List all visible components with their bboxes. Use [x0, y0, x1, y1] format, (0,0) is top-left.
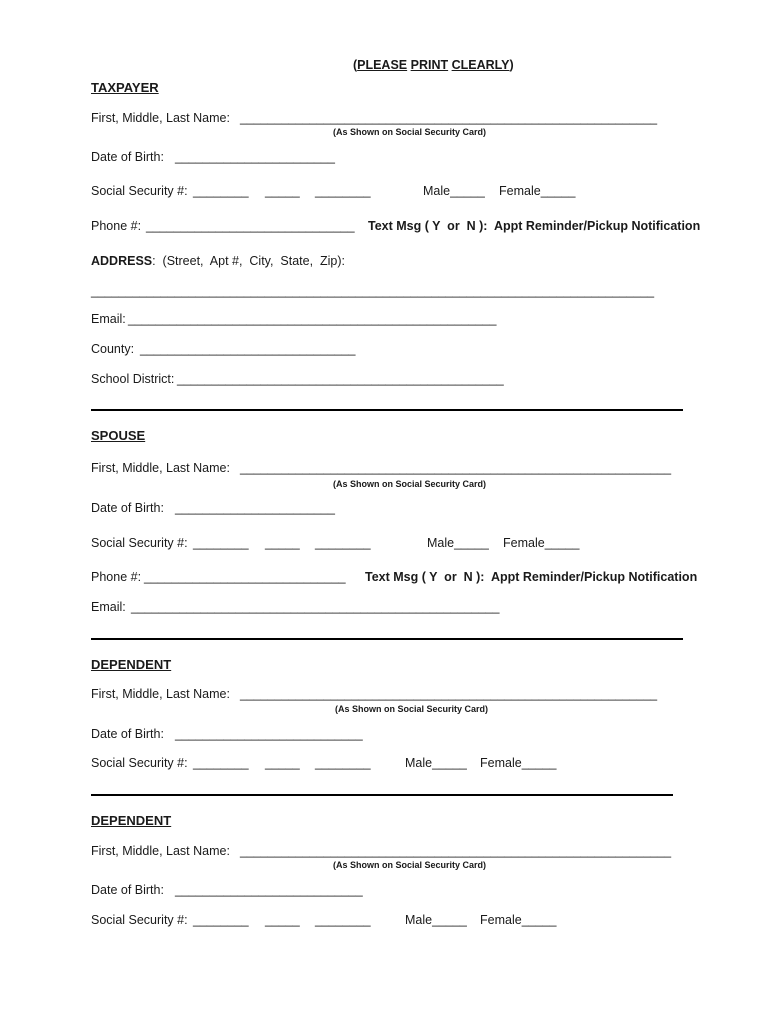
- dependent1-male-field[interactable]: _____: [432, 756, 467, 770]
- dependent2-female-label: Female: [480, 913, 522, 927]
- spouse-name-field[interactable]: ______________________________________________________________: [240, 461, 672, 475]
- spouse-ssn-field-1[interactable]: ________: [193, 536, 249, 550]
- spouse-ssn-field-2[interactable]: _____: [265, 536, 300, 550]
- taxpayer-phone-field[interactable]: ______________________________: [146, 219, 355, 233]
- dependent1-female-field[interactable]: _____: [521, 756, 557, 770]
- spouse-email-field[interactable]: _____________________________________________________: [131, 600, 500, 614]
- spouse-ssn-field-3[interactable]: ________: [315, 536, 371, 550]
- taxpayer-name-label: First, Middle, Last Name:: [91, 111, 230, 125]
- dependent1-ssn-label: Social Security #:: [91, 756, 188, 770]
- form-title: [346, 46, 514, 71]
- section-spouse: SPOUSE: [91, 428, 146, 443]
- taxpayer-ssn-label: Social Security #:: [91, 184, 188, 198]
- taxpayer-email-label: Email:: [91, 312, 126, 326]
- title-print: PRINT: [410, 57, 449, 72]
- dependent1-ssn-field-2[interactable]: _____: [265, 756, 300, 770]
- dependent2-name-field[interactable]: ______________________________________________________________: [240, 844, 672, 858]
- dependent2-male-label: Male: [405, 913, 433, 927]
- spouse-name-note: (As Shown on Social Security Card): [333, 479, 487, 489]
- taxpayer-name-field[interactable]: ____________________________________________________________: [240, 111, 658, 125]
- spouse-ssn-label: Social Security #:: [91, 536, 188, 550]
- taxpayer-dob-label: Date of Birth:: [91, 150, 164, 164]
- dependent2-male-field[interactable]: _____: [432, 913, 467, 927]
- taxpayer-school-label: School District:: [91, 372, 175, 386]
- dependent1-ssn-field-1[interactable]: ________: [193, 756, 249, 770]
- dependent2-dob-label: Date of Birth:: [91, 883, 164, 897]
- section-divider: [91, 409, 683, 411]
- spouse-dob-label: Date of Birth:: [91, 501, 164, 515]
- taxpayer-male-label: Male: [423, 184, 451, 198]
- title-open-paren: (: [352, 57, 358, 72]
- spouse-dob-field[interactable]: _______________________: [175, 501, 335, 515]
- taxpayer-female: [499, 185, 575, 198]
- spouse-phone-field[interactable]: _____________________________: [144, 570, 346, 584]
- spouse-text-msg: Text Msg ( Y or N ): Appt Reminder/Pickup Notification: [365, 570, 698, 584]
- address-rest: : (Street, Apt #, City, State, Zip):: [152, 254, 346, 268]
- dependent2-name-note: (As Shown on Social Security Card): [333, 860, 487, 870]
- dependent2-dob-field[interactable]: ___________________________: [175, 883, 363, 897]
- taxpayer-text-msg: Text Msg ( Y or N ): Appt Reminder/Pickup Notification: [368, 219, 701, 233]
- title-close-paren: ): [509, 57, 514, 72]
- taxpayer-county-label: County:: [91, 342, 135, 356]
- title-clearly: CLEARLY: [451, 57, 510, 72]
- dependent1-name-field[interactable]: ____________________________________________________________: [240, 687, 658, 701]
- dependent2-ssn-field-2[interactable]: _____: [265, 913, 300, 927]
- dependent2-ssn-field-1[interactable]: ________: [193, 913, 249, 927]
- taxpayer-ssn-field-2[interactable]: _____: [265, 184, 300, 198]
- spouse-male-field[interactable]: _____: [454, 536, 489, 550]
- spouse-male-label: Male: [427, 536, 455, 550]
- taxpayer-school-field[interactable]: _______________________________________________: [177, 372, 504, 386]
- section-divider: [91, 794, 673, 796]
- dependent1-dob-label: Date of Birth:: [91, 727, 164, 741]
- taxpayer-county-field[interactable]: _______________________________: [140, 342, 356, 356]
- spouse-female-field[interactable]: _____: [544, 536, 580, 550]
- spouse-name-label: First, Middle, Last Name:: [91, 461, 230, 475]
- spouse-male: [427, 537, 489, 550]
- taxpayer-name-note: (As Shown on Social Security Card): [333, 127, 487, 137]
- section-dependent-1: DEPENDENT: [91, 657, 172, 672]
- dependent1-name-label: First, Middle, Last Name:: [91, 687, 230, 701]
- taxpayer-ssn-field-1[interactable]: ________: [193, 184, 249, 198]
- spouse-female: [503, 537, 579, 550]
- taxpayer-dob-field[interactable]: _______________________: [175, 150, 335, 164]
- dependent2-ssn-label: Social Security #:: [91, 913, 188, 927]
- address-bold: ADDRESS: [91, 254, 153, 268]
- dependent1-name-note: (As Shown on Social Security Card): [335, 704, 489, 714]
- taxpayer-female-field[interactable]: _____: [540, 184, 576, 198]
- dependent1-male-label: Male: [405, 756, 433, 770]
- dependent2-ssn-field-3[interactable]: ________: [315, 913, 371, 927]
- dependent2-female: [480, 914, 556, 927]
- dependent1-ssn-field-3[interactable]: ________: [315, 756, 371, 770]
- dependent1-female: [480, 757, 556, 770]
- dependent2-male: [405, 914, 467, 927]
- section-taxpayer: TAXPAYER: [91, 80, 159, 95]
- dependent1-male: [405, 757, 467, 770]
- taxpayer-female-label: Female: [499, 184, 541, 198]
- taxpayer-address-field[interactable]: _________________________________________________________________________________: [91, 284, 655, 298]
- taxpayer-male: [423, 185, 485, 198]
- taxpayer-ssn-field-3[interactable]: ________: [315, 184, 371, 198]
- taxpayer-phone-label: Phone #:: [91, 219, 142, 233]
- dependent1-dob-field[interactable]: ___________________________: [175, 727, 363, 741]
- section-divider: [91, 638, 683, 640]
- taxpayer-email-field[interactable]: _____________________________________________________: [128, 312, 497, 326]
- taxpayer-address-label: [91, 255, 345, 268]
- dependent1-female-label: Female: [480, 756, 522, 770]
- spouse-phone-label: Phone #:: [91, 570, 142, 584]
- taxpayer-male-field[interactable]: _____: [450, 184, 485, 198]
- spouse-female-label: Female: [503, 536, 545, 550]
- dependent2-name-label: First, Middle, Last Name:: [91, 844, 230, 858]
- section-dependent-2: DEPENDENT: [91, 813, 172, 828]
- dependent2-female-field[interactable]: _____: [521, 913, 557, 927]
- spouse-email-label: Email:: [91, 600, 126, 614]
- title-please: PLEASE: [357, 57, 408, 72]
